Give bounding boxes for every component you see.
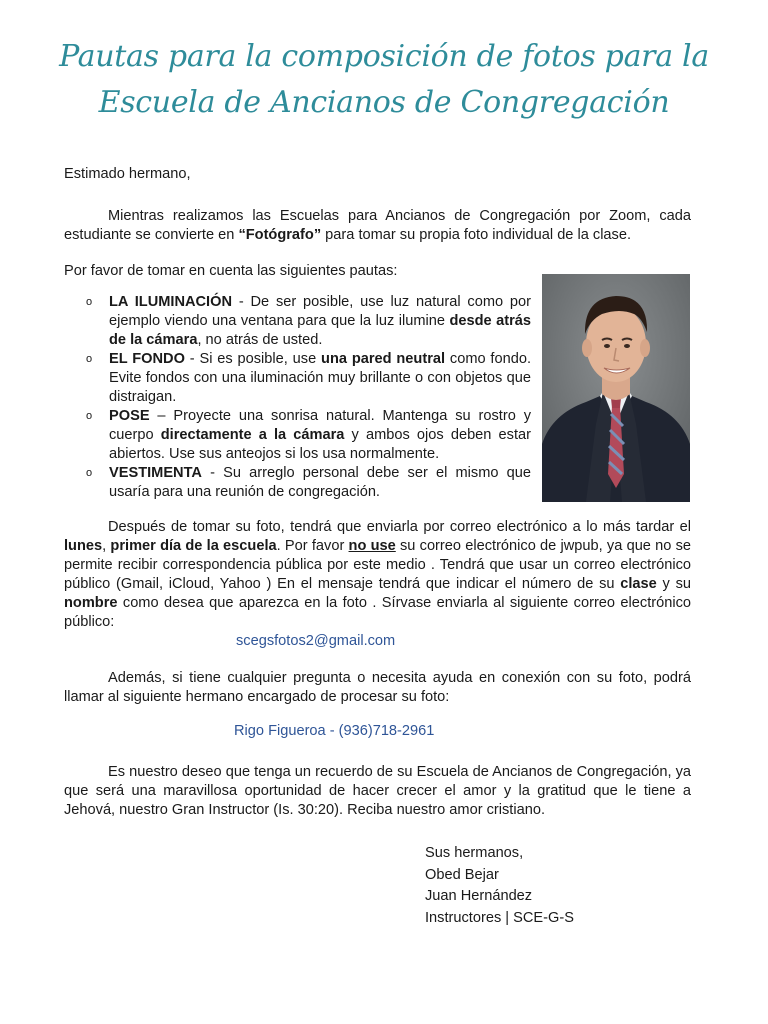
email-address: scegsfotos2@gmail.com [236, 633, 396, 649]
bullet-marker: o [86, 410, 93, 422]
guideline-label: VESTIMENTA [109, 465, 202, 481]
title-line-2: Escuela de Ancianos de Congregación [98, 85, 670, 120]
signature-block [425, 843, 574, 929]
guideline-text-end: como fondo. Evite fondos con una iluminación muy brillante o con objetos que distraigan. [109, 351, 531, 405]
greeting: Estimado hermano, [64, 166, 191, 182]
guideline-item-background [86, 350, 531, 407]
guideline-item-clothing [86, 464, 531, 502]
name-emphasis: nombre [64, 595, 118, 611]
guideline-text-end: , no atrás de usted. [197, 332, 323, 348]
guideline-text: - Su arreglo personal debe ser el mismo que usaría para una reunión de congregación. [109, 465, 531, 500]
submission-text-3: . Por favor [276, 538, 349, 554]
title-line-1: Pautas para la composición de fotos para la [59, 39, 709, 74]
guideline-emphasis: directamente a la cámara [160, 427, 345, 443]
signature-salutation: Sus hermanos, [425, 845, 524, 861]
guideline-label: EL FONDO [109, 351, 185, 367]
guidelines-list [86, 293, 531, 502]
deadline-first-day: primer día de la escuela [110, 538, 277, 554]
intro-text-2: para tomar su propia foto individual de la clase. [321, 227, 632, 243]
guideline-text: – Proyecte una sonrisa natural. Mantenga su rostro y cuerpo [109, 408, 531, 443]
submission-text-1: Después de tomar su foto, tendrá que enviarla por correo electrónico a lo más tardar el [108, 519, 691, 535]
guideline-label: LA ILUMINACIÓN [109, 294, 233, 310]
intro-paragraph [64, 207, 691, 245]
submission-text-5: y su [656, 576, 691, 592]
deadline-day: lunes [64, 538, 103, 554]
example-portrait-photo [542, 274, 690, 502]
portrait-illustration [542, 274, 690, 502]
help-paragraph: Además, si tiene cualquier pregunta o necesita ayuda en conexión con su foto, podrá llamar al siguiente hermano encargado de procesar su foto: [64, 670, 691, 705]
guideline-item-lighting [86, 293, 531, 350]
bullet-marker: o [86, 467, 93, 479]
guideline-item-pose [86, 407, 531, 464]
guideline-text: - De ser posible, use luz natural como por ejemplo viendo una ventana para que la luz ilumine [109, 294, 532, 329]
bullet-marker: o [86, 353, 93, 365]
guideline-label: POSE [109, 408, 150, 424]
bullet-marker: o [86, 296, 93, 308]
guideline-emphasis: desde atrás de la cámara [109, 313, 531, 348]
no-use-emphasis: no use [348, 538, 396, 554]
separator-text: , [102, 538, 111, 554]
document-title [40, 34, 728, 126]
submission-paragraph [64, 518, 691, 632]
guideline-text: - Si es posible, use [184, 351, 322, 367]
guideline-text-end: y ambos ojos deben estar abiertos. Use sus anteojos si los usa normalmente. [109, 427, 531, 462]
closing-paragraph: Es nuestro deseo que tenga un recuerdo de su Escuela de Ancianos de Congregación, ya que será una maravillosa oportunidad de hacer crecer el amor y la gratitud que le tiene a Jehová, nuestro Gran Instructor (Is. 30:20). Reciba nuestro amor cristiano. [64, 764, 691, 818]
signature-role: Instructores | SCE-G-S [425, 909, 574, 926]
submission-text-4: su correo electrónico de jwpub, ya que no se permite recibir correspondencia pública por este medio . Tendrá que usar un correo electrónico público (Gmail, iCloud, Yahoo ) En el mensaje tendrá que indicar el número de su [64, 538, 692, 592]
contact-phone: Rigo Figueroa - (936)718-2961 [234, 723, 435, 739]
signature-name-1: Obed Bejar [425, 866, 499, 883]
intro-bold-fotografo: “Fotógrafo” [238, 227, 322, 243]
signature-name-2: Juan Hernández [425, 888, 533, 904]
guidelines-intro: Por favor de tomar en cuenta las siguientes pautas: [64, 263, 398, 279]
class-emphasis: clase [620, 576, 657, 592]
guideline-emphasis: una pared neutral [321, 351, 446, 367]
submission-text-6: como desea que aparezca en la foto . Sírvase enviarla al siguiente correo electrónico público: [64, 595, 691, 630]
intro-text-1: Mientras realizamos las Escuelas para Ancianos de Congregación por Zoom, cada estudiante se convierte en [64, 208, 691, 243]
